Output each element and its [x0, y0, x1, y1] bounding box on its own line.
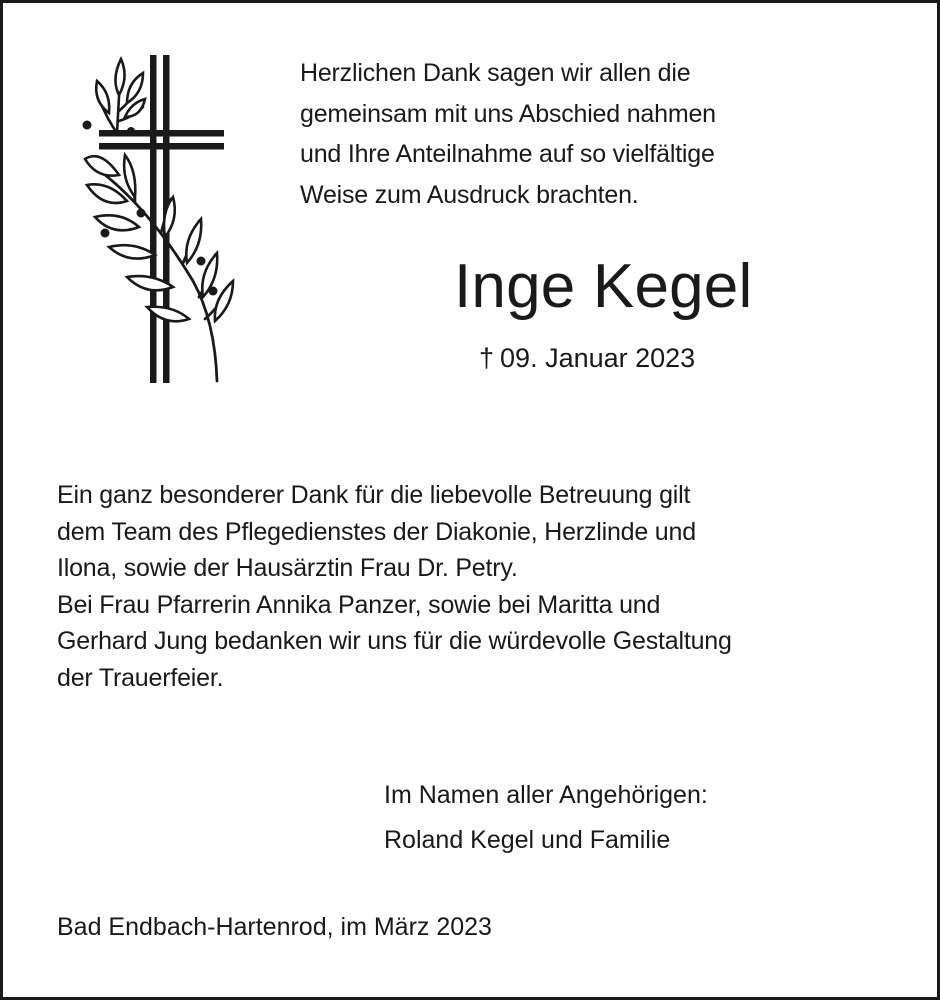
special-thanks-paragraph: [57, 477, 917, 696]
intro-line: gemeinsam mit uns Abschied nahmen: [300, 99, 716, 128]
deceased-name: Inge Kegel: [454, 252, 753, 321]
cross-with-olive-branch-icon: [75, 51, 245, 387]
thanks-line: der Trauerfeier.: [57, 663, 224, 692]
thanks-line: Bei Frau Pfarrerin Annika Panzer, sowie bei Maritta und: [57, 590, 661, 619]
death-date-line: [479, 341, 879, 375]
dagger-icon: †: [479, 343, 495, 373]
thanks-line: Gerhard Jung bedanken wir uns für die würdevolle Gestaltung: [57, 627, 732, 655]
thanks-line: Ilona, sowie der Hausärztin Frau Dr. Petry.: [57, 554, 518, 582]
signature-line: Im Namen aller Angehörigen:: [384, 781, 708, 809]
thanks-line: dem Team des Pflegedienstes der Diakonie, Herzlinde und: [57, 517, 696, 546]
place-and-date: Bad Endbach-Hartenrod, im März 2023: [57, 913, 492, 941]
death-date: 09. Januar 2023: [500, 343, 696, 373]
signature-line: Roland Kegel und Familie: [384, 826, 671, 854]
thanks-line: Ein ganz besonderer Dank für die liebevolle Betreuung gilt: [57, 481, 691, 509]
intro-line: Herzlichen Dank sagen wir allen die: [300, 59, 691, 87]
intro-line: Weise zum Ausdruck brachten.: [300, 180, 639, 209]
signature-block: [384, 773, 904, 863]
intro-thanks-paragraph: [300, 53, 900, 215]
intro-line: und Ihre Anteilnahme auf so vielfältige: [300, 140, 715, 168]
